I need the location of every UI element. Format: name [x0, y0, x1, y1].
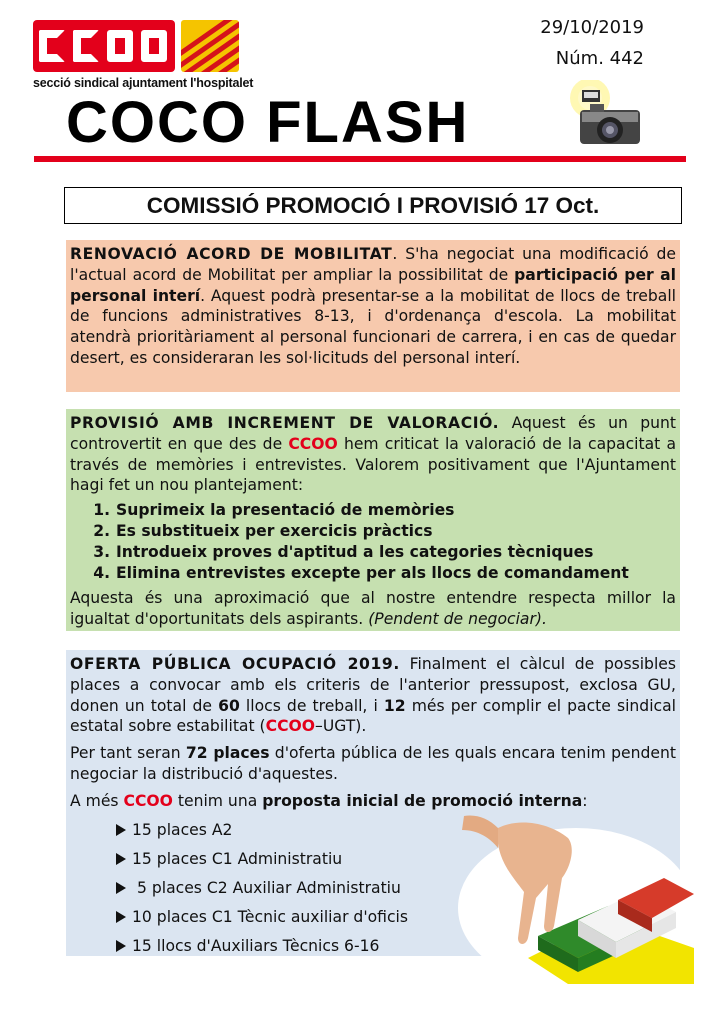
offer-text-2: llocs de treball, i	[239, 696, 384, 715]
list-item-text: 15 llocs d'Auxiliars Tècnics 6-16	[132, 936, 380, 955]
mobility-section	[66, 240, 680, 392]
list-item-text: 15 places C1 Administratiu	[132, 849, 343, 868]
provision-text-1: Aquest és un punt controvertit en que des de	[70, 414, 676, 453]
triangle-bullet-icon	[116, 911, 126, 923]
list-item-text: 15 places A2	[132, 820, 233, 839]
triangle-bullet-icon	[116, 882, 126, 894]
total-jobs: 60	[218, 696, 240, 715]
ccoo-mention: CCOO	[265, 717, 316, 736]
triangle-bullet-icon	[116, 940, 126, 952]
offer-proposal-text-3: :	[582, 791, 588, 810]
list-item-number: 1.	[93, 501, 110, 520]
offer-total-text-2: d'oferta pública de les quals encara tenim pendent negociar la distribució d'aquestes.	[70, 744, 676, 783]
list-item-text: 10 places C1 Tècnic auxiliar d'oficis	[132, 907, 409, 926]
list-item-text: Es substitueix per exercicis pràctics	[116, 522, 433, 541]
list-item-text: 5 places C2 Auxiliar Administratiu	[132, 878, 401, 897]
header-divider	[34, 156, 686, 162]
section-title: COMISSIÓ PROMOCIÓ I PROVISIÓ 17 Oct.	[64, 187, 682, 224]
logo-letter-c	[73, 30, 99, 62]
triangle-bullet-icon	[116, 824, 126, 836]
list-item-text: Suprimeix la presentació de memòries	[116, 501, 455, 520]
provision-text-2: hem criticat la valoració de la capacitat a través de memòries i entrevistes. Valorem positivament que l'Ajuntament hagi fet un nou plantejament:	[70, 434, 677, 495]
mobility-text	[70, 244, 676, 369]
total-places: 72 places	[185, 744, 270, 763]
ccoo-mention: CCOO	[288, 434, 338, 453]
list-item-number: 2.	[93, 522, 110, 541]
provision-text-3: Aquesta és una aproximació que al nostre entendre respecta millor la igualtat d'oportunitats dels aspirants.	[70, 589, 676, 628]
list-item-number: 3.	[93, 543, 110, 562]
mobility-text-1: . S'ha negociat una modificació de l'actual acord de Mobilitat per ampliar la possibilitat de	[70, 245, 677, 284]
mobility-heading: RENOVACIÓ ACORD DE MOBILITAT	[70, 245, 393, 263]
provision-conclusion	[70, 588, 676, 630]
provision-intro	[70, 413, 676, 496]
ccoo-logo	[33, 20, 254, 92]
offer-proposal-text-2: tenim una	[172, 791, 263, 810]
pending-note: (Pendent de negociar).	[368, 609, 547, 628]
provision-heading: PROVISIÓ AMB INCREMENT DE VALORACIÓ.	[70, 414, 500, 432]
offer-text-3: més per complir el pacte sindical estatal sobre estabilitat (	[70, 696, 676, 736]
list-item-number: 4.	[93, 564, 110, 583]
ccoo-mention: CCOO	[123, 791, 173, 810]
offer-text-4: –UGT).	[315, 717, 367, 736]
masthead-title: COCO FLASH	[66, 90, 470, 155]
mobility-text-2: . Aquest podrà presentar-se a la mobilitat de llocs de treball de funcions administratives 8-13, i d'ordenança d'escola. La mobilitat atendrà prioritàriament al personal funcionari de carrera, i en cas de quedar desert, es consideraran les sol·licituds del personal interí.	[70, 286, 676, 367]
ccoo-logo-mark	[33, 20, 175, 72]
logo-letter-o	[107, 30, 133, 62]
list-item-text: Elimina entrevistes excepte per als llocs de comandament	[116, 564, 629, 583]
hand-stairs-illustration	[458, 808, 694, 984]
camera-flash-icon	[560, 80, 650, 152]
issue-number: Núm. 442	[555, 48, 644, 69]
offer-intro	[70, 654, 676, 737]
mobility-highlight: participació per al personal interí	[70, 265, 676, 305]
triangle-bullet-icon	[116, 853, 126, 865]
logo-letter-o	[141, 30, 167, 62]
offer-text-1: Finalment el càlcul de possibles places a convocar amb els criteris de l'anterior pressupost, exclosa GU, donen un total de	[70, 655, 676, 715]
logo-subtitle: secció sindical ajuntament l'hospitalet	[33, 76, 254, 90]
provision-list	[92, 500, 676, 584]
provision-section	[66, 409, 680, 631]
proposal-highlight: proposta inicial de promoció interna	[262, 791, 583, 810]
list-item	[92, 542, 676, 563]
offer-total	[70, 743, 676, 785]
catalan-flag-icon	[181, 20, 239, 72]
list-item	[92, 563, 676, 584]
offer-heading: OFERTA PÚBLICA OCUPACIÓ 2019.	[70, 655, 400, 673]
logo-letter-c	[39, 30, 65, 62]
list-item	[92, 521, 676, 542]
list-item	[92, 500, 676, 521]
list-item-text: Introdueix proves d'aptitud a les categories tècniques	[116, 543, 594, 562]
extra-jobs: 12	[383, 696, 406, 715]
offer-proposal-text-1: A més	[70, 791, 124, 810]
issue-date: 29/10/2019	[540, 17, 644, 38]
offer-total-text-1: Per tant seran	[70, 744, 186, 763]
